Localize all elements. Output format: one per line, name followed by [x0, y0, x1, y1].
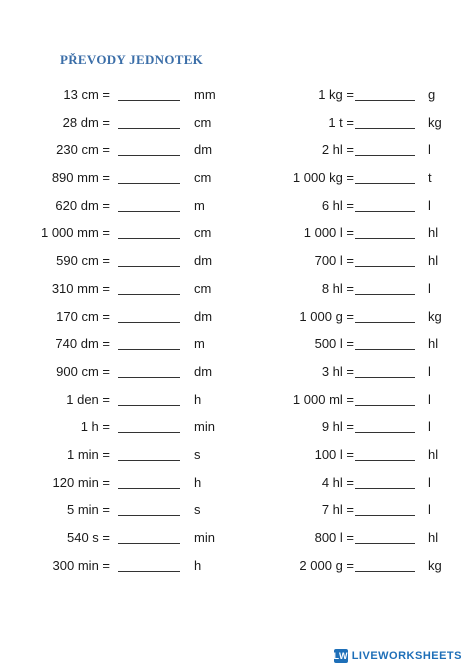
conversion-value: 28 dm =: [62, 114, 110, 130]
conversion-row: [237, 275, 474, 303]
answer-blank[interactable]: [118, 322, 180, 323]
target-unit: l: [428, 142, 431, 158]
target-unit: g: [428, 87, 436, 102]
target-unit: dm: [194, 253, 213, 269]
brand-live: LIVE: [351, 650, 379, 662]
conversion-value: 13 cm =: [63, 87, 110, 102]
target-unit: kg: [428, 114, 442, 130]
target-unit: kg: [428, 308, 442, 324]
target-unit: kg: [428, 557, 442, 573]
conversion-row: [0, 192, 237, 220]
target-unit: hl: [428, 253, 439, 269]
target-unit: cm: [194, 225, 212, 241]
conversion-row: [237, 164, 474, 192]
answer-blank[interactable]: [118, 211, 180, 212]
answer-blank[interactable]: [118, 294, 180, 295]
target-unit: l: [428, 419, 431, 435]
answer-blank[interactable]: [355, 183, 415, 184]
target-unit: mm: [194, 87, 216, 102]
conversion-value: 4 hl =: [321, 474, 354, 490]
conversion-value: 7 hl =: [321, 502, 354, 518]
conversion-row: [0, 386, 237, 414]
answer-blank[interactable]: [355, 405, 415, 406]
answer-blank[interactable]: [118, 515, 180, 516]
conversion-row: [0, 413, 237, 441]
answer-blank[interactable]: [355, 515, 415, 516]
target-unit: cm: [194, 170, 212, 186]
conversion-value: 890 mm =: [51, 170, 110, 186]
conversion-row: [0, 552, 237, 580]
conversion-row: [0, 524, 237, 552]
target-unit: hl: [428, 225, 439, 241]
brand-worksheets: WORKSHEETS: [378, 650, 462, 662]
answer-blank[interactable]: [118, 238, 180, 239]
target-unit: h: [194, 391, 202, 407]
answer-blank[interactable]: [355, 100, 415, 101]
target-unit: dm: [194, 142, 213, 158]
liveworksheets-icon: LW: [333, 651, 348, 661]
conversion-value: 1 h =: [80, 419, 110, 435]
conversion-value: 9 hl =: [321, 419, 354, 435]
conversion-value: 2 000 g =: [299, 557, 354, 573]
conversion-row: [237, 219, 474, 247]
answer-blank[interactable]: [118, 571, 180, 572]
answer-blank[interactable]: [355, 349, 415, 350]
answer-blank[interactable]: [118, 543, 180, 544]
target-unit: hl: [428, 530, 439, 545]
answer-blank[interactable]: [118, 377, 180, 378]
conversion-row: [0, 247, 237, 275]
target-unit: dm: [194, 363, 213, 379]
target-unit: dm: [194, 308, 213, 324]
conversion-row: [0, 275, 237, 303]
target-unit: l: [428, 197, 431, 213]
conversion-value: 740 dm =: [55, 336, 110, 352]
conversion-value: 1 000 ml =: [292, 391, 354, 407]
answer-blank[interactable]: [118, 405, 180, 406]
conversion-value: 170 cm =: [56, 308, 110, 324]
conversion-value: 1 den =: [66, 391, 110, 407]
conversion-row: [237, 496, 474, 524]
answer-blank[interactable]: [355, 488, 415, 489]
conversion-row: [237, 552, 474, 580]
conversion-row: [0, 330, 237, 358]
answer-blank[interactable]: [118, 432, 180, 433]
answer-blank[interactable]: [118, 155, 180, 156]
conversion-value: 100 l =: [314, 446, 354, 462]
answer-blank[interactable]: [355, 266, 415, 267]
answer-blank[interactable]: [355, 432, 415, 433]
conversion-row: [237, 81, 474, 109]
target-unit: s: [194, 502, 201, 518]
conversion-value: 120 min =: [52, 474, 110, 490]
target-unit: l: [428, 280, 431, 296]
target-unit: l: [428, 391, 431, 407]
conversion-value: 2 hl =: [321, 142, 354, 158]
answer-blank[interactable]: [118, 183, 180, 184]
conversion-value: 300 min =: [52, 557, 110, 573]
answer-blank[interactable]: [118, 488, 180, 489]
target-unit: cm: [194, 280, 212, 296]
conversion-row: [237, 469, 474, 497]
conversion-row: [237, 192, 474, 220]
conversion-value: 310 mm =: [51, 280, 110, 296]
conversion-row: [237, 413, 474, 441]
answer-blank[interactable]: [118, 266, 180, 267]
answer-blank[interactable]: [118, 128, 180, 129]
target-unit: l: [428, 502, 431, 518]
answer-blank[interactable]: [355, 211, 415, 212]
answer-blank[interactable]: [118, 349, 180, 350]
answer-blank[interactable]: [355, 543, 415, 544]
answer-blank[interactable]: [355, 238, 415, 239]
left-column: [0, 81, 237, 579]
conversion-value: 1 000 l =: [303, 225, 354, 241]
conversion-value: 5 min =: [67, 502, 110, 518]
conversion-row: [237, 330, 474, 358]
target-unit: m: [194, 336, 205, 352]
conversion-row: [0, 303, 237, 331]
conversion-row: [0, 136, 237, 164]
conversion-value: 8 hl =: [321, 280, 354, 296]
target-unit: hl: [428, 446, 439, 462]
target-unit: min: [194, 419, 215, 435]
right-column: [237, 81, 474, 579]
conversion-row: [237, 247, 474, 275]
target-unit: hl: [428, 336, 439, 352]
conversion-row: [0, 469, 237, 497]
conversion-row: [237, 303, 474, 331]
conversion-row: [0, 441, 237, 469]
conversion-row: [0, 109, 237, 137]
answer-blank[interactable]: [355, 294, 415, 295]
conversion-value: 1 t =: [328, 114, 354, 130]
conversion-row: [0, 496, 237, 524]
conversion-row: [237, 136, 474, 164]
conversion-value: 800 l =: [314, 530, 354, 545]
conversion-row: [237, 524, 474, 552]
conversion-value: 1 000 g =: [299, 308, 354, 324]
answer-blank[interactable]: [355, 322, 415, 323]
conversion-value: 6 hl =: [321, 197, 354, 213]
answer-blank[interactable]: [355, 571, 415, 572]
answer-blank[interactable]: [355, 128, 415, 129]
conversion-value: 590 cm =: [56, 253, 110, 269]
answer-blank[interactable]: [355, 377, 415, 378]
conversion-row: [237, 358, 474, 386]
conversion-row: [237, 386, 474, 414]
conversion-value: 500 l =: [314, 336, 354, 352]
answer-blank[interactable]: [355, 155, 415, 156]
answer-blank[interactable]: [118, 460, 180, 461]
target-unit: m: [194, 197, 205, 213]
answer-blank[interactable]: [118, 100, 180, 101]
conversion-value: 1 000 mm =: [40, 225, 110, 241]
conversion-row: [0, 164, 237, 192]
conversion-value: 1 kg =: [318, 87, 354, 102]
conversion-value: 3 hl =: [321, 363, 354, 379]
target-unit: cm: [194, 114, 212, 130]
target-unit: h: [194, 557, 202, 573]
conversion-value: 900 cm =: [56, 363, 110, 379]
target-unit: s: [194, 446, 201, 462]
target-unit: l: [428, 474, 431, 490]
target-unit: min: [194, 530, 215, 545]
liveworksheets-logo: [334, 649, 462, 663]
conversion-row: [237, 441, 474, 469]
target-unit: h: [194, 474, 202, 490]
conversion-value: 1 000 kg =: [292, 170, 354, 186]
conversion-value: 1 min =: [67, 446, 110, 462]
target-unit: l: [428, 363, 431, 379]
conversion-value: 620 dm =: [55, 197, 110, 213]
conversion-value: 230 cm =: [56, 142, 110, 158]
conversion-value: 700 l =: [314, 253, 354, 269]
conversion-row: [237, 109, 474, 137]
conversion-row: [0, 358, 237, 386]
conversion-row: [0, 219, 237, 247]
answer-blank[interactable]: [355, 460, 415, 461]
conversion-value: 540 s =: [66, 530, 110, 545]
conversion-row: [0, 81, 237, 109]
target-unit: t: [428, 170, 432, 186]
page-title: PŘEVODY JEDNOTEK: [60, 52, 204, 67]
